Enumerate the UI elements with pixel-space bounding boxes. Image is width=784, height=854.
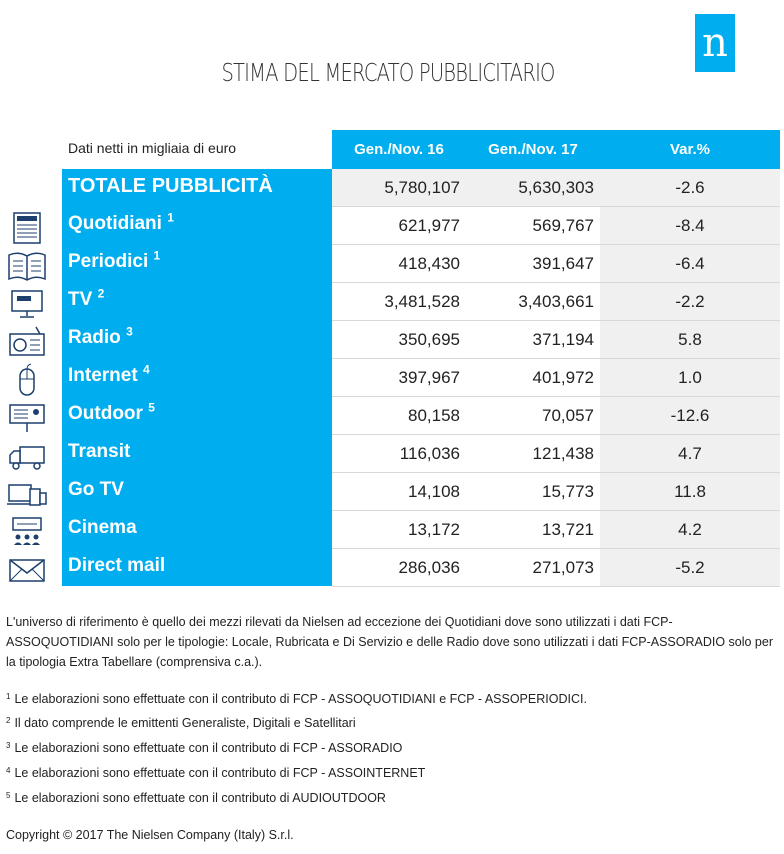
table-row-gotv [0, 473, 784, 511]
radio-icon [6, 325, 48, 359]
row-label: Cinema [68, 517, 137, 538]
table-header [332, 130, 780, 169]
value-2017: 401,972 [466, 359, 600, 396]
row-label: Radio $^3$ [68, 324, 133, 348]
units-label: Dati netti in migliaia di euro [68, 140, 237, 156]
mouse-icon [6, 363, 48, 397]
column-header-var: Var.% [669, 141, 711, 158]
nielsen-logo: n [695, 14, 735, 72]
table-row-internet [0, 359, 784, 397]
table-row-totale [0, 169, 784, 207]
value-2017: 391,647 [466, 245, 600, 282]
footnote-1: $^1$ Le elaborazioni sono effettuate con il contributo di FCP - ASSOQUOTIDIANI e FCP - ASSOPERIODICI. [6, 692, 587, 706]
value-var: 1.0 [600, 359, 780, 396]
value-2016: 418,430 [332, 245, 466, 282]
value-2017: 13,721 [466, 511, 600, 548]
row-divider [332, 586, 780, 587]
envelope-icon [6, 553, 48, 587]
footnote-3: $^3$ Le elaborazioni sono effettuate con il contributo di FCP - ASSORADIO [6, 741, 403, 755]
value-2017: 70,057 [466, 397, 600, 434]
footnote-4: $^4$ Le elaborazioni sono effettuate con il contributo di FCP - ASSOINTERNET [6, 766, 426, 780]
page-title: STIMA DEL MERCATO PUBBLICITARIO [221, 58, 555, 87]
cinema-icon [6, 515, 48, 549]
table-row-cinema [0, 511, 784, 549]
tv-icon [6, 287, 48, 321]
copyright: Copyright © 2017 The Nielsen Company (Italy) S.r.l. [6, 828, 294, 842]
value-var: 4.2 [600, 511, 780, 548]
value-2017: 15,773 [466, 473, 600, 510]
value-2017: 569,767 [466, 207, 600, 244]
value-var: 11.8 [600, 473, 780, 510]
value-var: -12.6 [600, 397, 780, 434]
row-label: Go TV [68, 479, 124, 500]
value-2016: 80,158 [332, 397, 466, 434]
value-2016: 350,695 [332, 321, 466, 358]
table-row-transit [0, 435, 784, 473]
value-2016: 13,172 [332, 511, 466, 548]
row-label: TOTALE PUBBLICITÀ [68, 175, 273, 197]
table-row-radio [0, 321, 784, 359]
table-row-tv [0, 283, 784, 321]
value-var: -2.2 [600, 283, 780, 320]
table-row-outdoor [0, 397, 784, 435]
table-row-direct-mail [0, 549, 784, 587]
value-var: -8.4 [600, 207, 780, 244]
devices-icon [6, 477, 48, 511]
value-2016: 116,036 [332, 435, 466, 472]
column-header-2017: Gen./Nov. 17 [488, 141, 578, 158]
value-2016: 5,780,107 [332, 169, 466, 206]
value-2017: 271,073 [466, 549, 600, 586]
value-2017: 121,438 [466, 435, 600, 472]
row-label: Transit [68, 441, 131, 462]
footnote-5: $^5$ Le elaborazioni sono effettuate con il contributo di AUDIOUTDOOR [6, 791, 386, 805]
value-2017: 3,403,661 [466, 283, 600, 320]
value-2017: 5,630,303 [466, 169, 600, 206]
newspaper-icon [6, 211, 48, 245]
universe-note: L'universo di riferimento è quello dei mezzi rilevati da Nielsen ad eccezione dei Quotidiani dove sono utilizzati i dati FCP-ASSOQUOTIDIANI solo per le tipologie: Locale, Rubricata e Di Servizio e delle Radio dove sono utilizzati i dati FCP-ASSORADIO solo per la tipologia Extra Tabellare (comprensiva c.a.). [6, 615, 773, 669]
value-var: -5.2 [600, 549, 780, 586]
footnote-2: $^2$ Il dato comprende le emittenti Generaliste, Digitali e Satellitari [6, 716, 356, 730]
column-header-2016: Gen./Nov. 16 [354, 141, 444, 158]
value-2016: 14,108 [332, 473, 466, 510]
table-row-quotidiani [0, 207, 784, 245]
magazine-icon [6, 249, 48, 283]
row-label: Internet $^4$ [68, 362, 150, 386]
billboard-icon [6, 401, 48, 435]
row-label: Quotidiani $^1$ [68, 210, 174, 234]
value-2016: 286,036 [332, 549, 466, 586]
value-2017: 371,194 [466, 321, 600, 358]
value-var: -6.4 [600, 245, 780, 282]
value-2016: 397,967 [332, 359, 466, 396]
value-var: -2.6 [600, 169, 780, 206]
value-2016: 621,977 [332, 207, 466, 244]
row-label: Direct mail [68, 555, 166, 576]
row-label: Outdoor $^5$ [68, 400, 155, 424]
value-var: 5.8 [600, 321, 780, 358]
value-2016: 3,481,528 [332, 283, 466, 320]
value-var: 4.7 [600, 435, 780, 472]
truck-icon [6, 439, 48, 473]
row-label: Periodici $^1$ [68, 248, 161, 272]
row-label: TV $^2$ [68, 286, 105, 310]
table-row-periodici [0, 245, 784, 283]
